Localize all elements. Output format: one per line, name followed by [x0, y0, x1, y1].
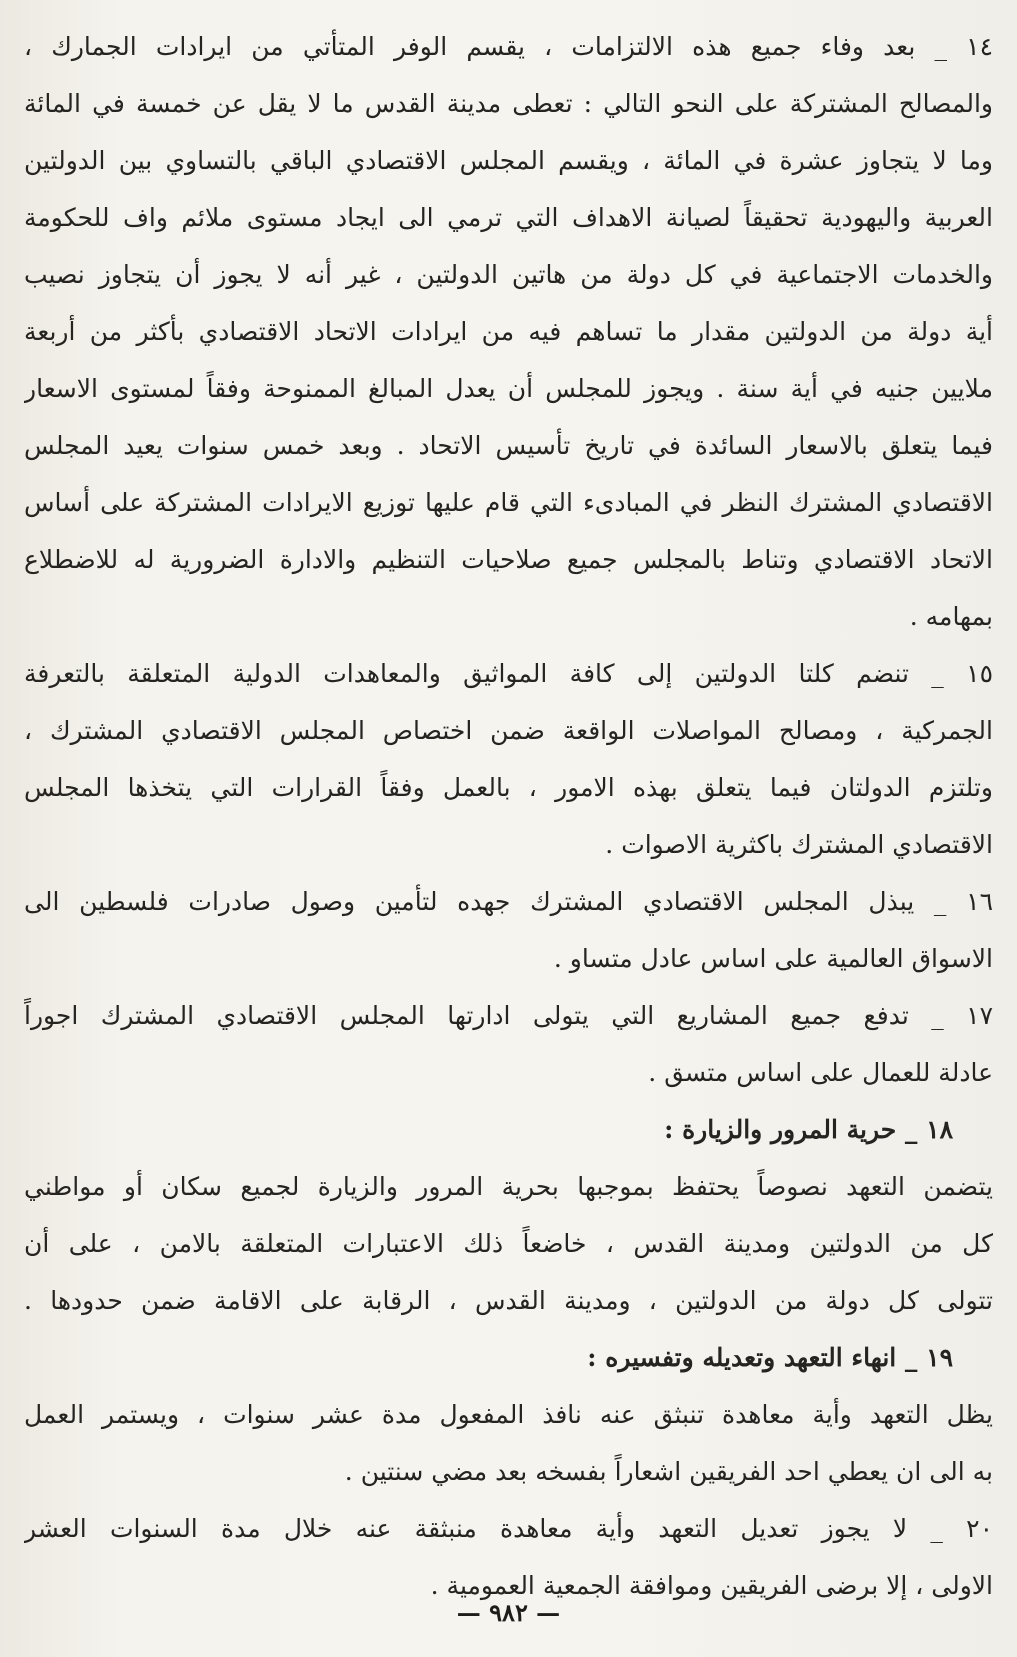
text-line: ١٦ _ يبذل المجلس الاقتصادي المشترك جهده لتأمين وصول صادرات فلسطين الى: [24, 887, 993, 916]
text-line: أية دولة من الدولتين مقدار ما تساهم فيه من ايرادات الاتحاد الاقتصادي بأكثر من أربعة: [24, 317, 993, 346]
text-line: به الى ان يعطي احد الفريقين اشعاراً بفسخه بعد مضي سنتين .: [344, 1457, 993, 1486]
text-line: الاتحاد الاقتصادي وتناط بالمجلس جميع صلاحيات التنظيم والادارة الضرورية له للاضطلاع: [24, 545, 993, 574]
text-line: عادلة للعمال على اساس متسق .: [648, 1058, 993, 1087]
text-line: ملايين جنيه في أية سنة . ويجوز للمجلس أن يعدل المبالغ الممنوحة وفقاً لمستوى الاسعار: [24, 374, 993, 403]
section-heading: ١٩ _ انهاء التعهد وتعديله وتفسيره :: [587, 1343, 953, 1372]
text-line: ١٤ _ بعد وفاء جميع هذه الالتزامات ، يقسم الوفر المتأتي من ايرادات الجمارك ،: [24, 32, 993, 61]
text-line: يتضمن التعهد نصوصاً يحتفظ بموجبها بحرية المرور والزيارة لجميع سكان أو مواطني: [24, 1172, 993, 1201]
text-line: والخدمات الاجتماعية في كل دولة من هاتين الدولتين ، غير أنه لا يجوز أن يتجاوز نصيب: [24, 260, 993, 289]
text-line: يظل التعهد وأية معاهدة تنبثق عنه نافذ المفعول مدة عشر سنوات ، ويستمر العمل: [24, 1400, 993, 1429]
text-line: الاقتصادي المشترك باكثرية الاصوات .: [605, 830, 993, 859]
text-line: ٢٠ _ لا يجوز تعديل التعهد وأية معاهدة منبثقة عنه خلال مدة السنوات العشر: [24, 1514, 993, 1543]
text-line: والمصالح المشتركة على النحو التالي : تعطى مدينة القدس ما لا يقل عن خمسة في المائة: [24, 89, 993, 118]
text-line: الاسواق العالمية على اساس عادل متساو .: [553, 944, 993, 973]
text-line: الاولى ، إلا برضى الفريقين وموافقة الجمعية العمومية .: [430, 1571, 993, 1600]
text-line: الجمركية ، ومصالح المواصلات الواقعة ضمن اختصاص المجلس الاقتصادي المشترك ،: [24, 716, 993, 745]
page-number: — ٩٨٢ —: [456, 1598, 561, 1627]
text-line: ١٥ _ تنضم كلتا الدولتين إلى كافة المواثيق والمعاهدات الدولية المتعلقة بالتعرفة: [24, 659, 993, 688]
text-line: بمهامه .: [909, 602, 993, 631]
text-line: الاقتصادي المشترك النظر في المبادىء التي قام عليها توزيع الايرادات المشتركة على أساس: [24, 488, 993, 517]
text-line: وما لا يتجاوز عشرة في المائة ، ويقسم المجلس الاقتصادي الباقي بالتساوي بين الدولتين: [24, 146, 993, 175]
text-line: كل من الدولتين ومدينة القدس ، خاضعاً ذلك الاعتبارات المتعلقة بالامن ، على أن: [24, 1229, 993, 1258]
text-line: وتلتزم الدولتان فيما يتعلق بهذه الامور ، بالعمل وفقاً القرارات التي يتخذها المجلس: [24, 773, 993, 802]
section-heading: ١٨ _ حرية المرور والزيارة :: [664, 1115, 953, 1144]
text-line: ١٧ _ تدفع جميع المشاريع التي يتولى ادارتها المجلس الاقتصادي المشترك اجوراً: [24, 1001, 993, 1030]
text-line: فيما يتعلق بالاسعار السائدة في تاريخ تأسيس الاتحاد . وبعد خمس سنوات يعيد المجلس: [24, 431, 993, 460]
text-line: العربية واليهودية تحقيقاً لصيانة الاهداف التي ترمي الى ايجاد مستوى ملائم واف للحكومة: [24, 203, 993, 232]
text-line: تتولى كل دولة من الدولتين ، ومدينة القدس ، الرقابة على الاقامة ضمن حدودها .: [24, 1286, 993, 1315]
